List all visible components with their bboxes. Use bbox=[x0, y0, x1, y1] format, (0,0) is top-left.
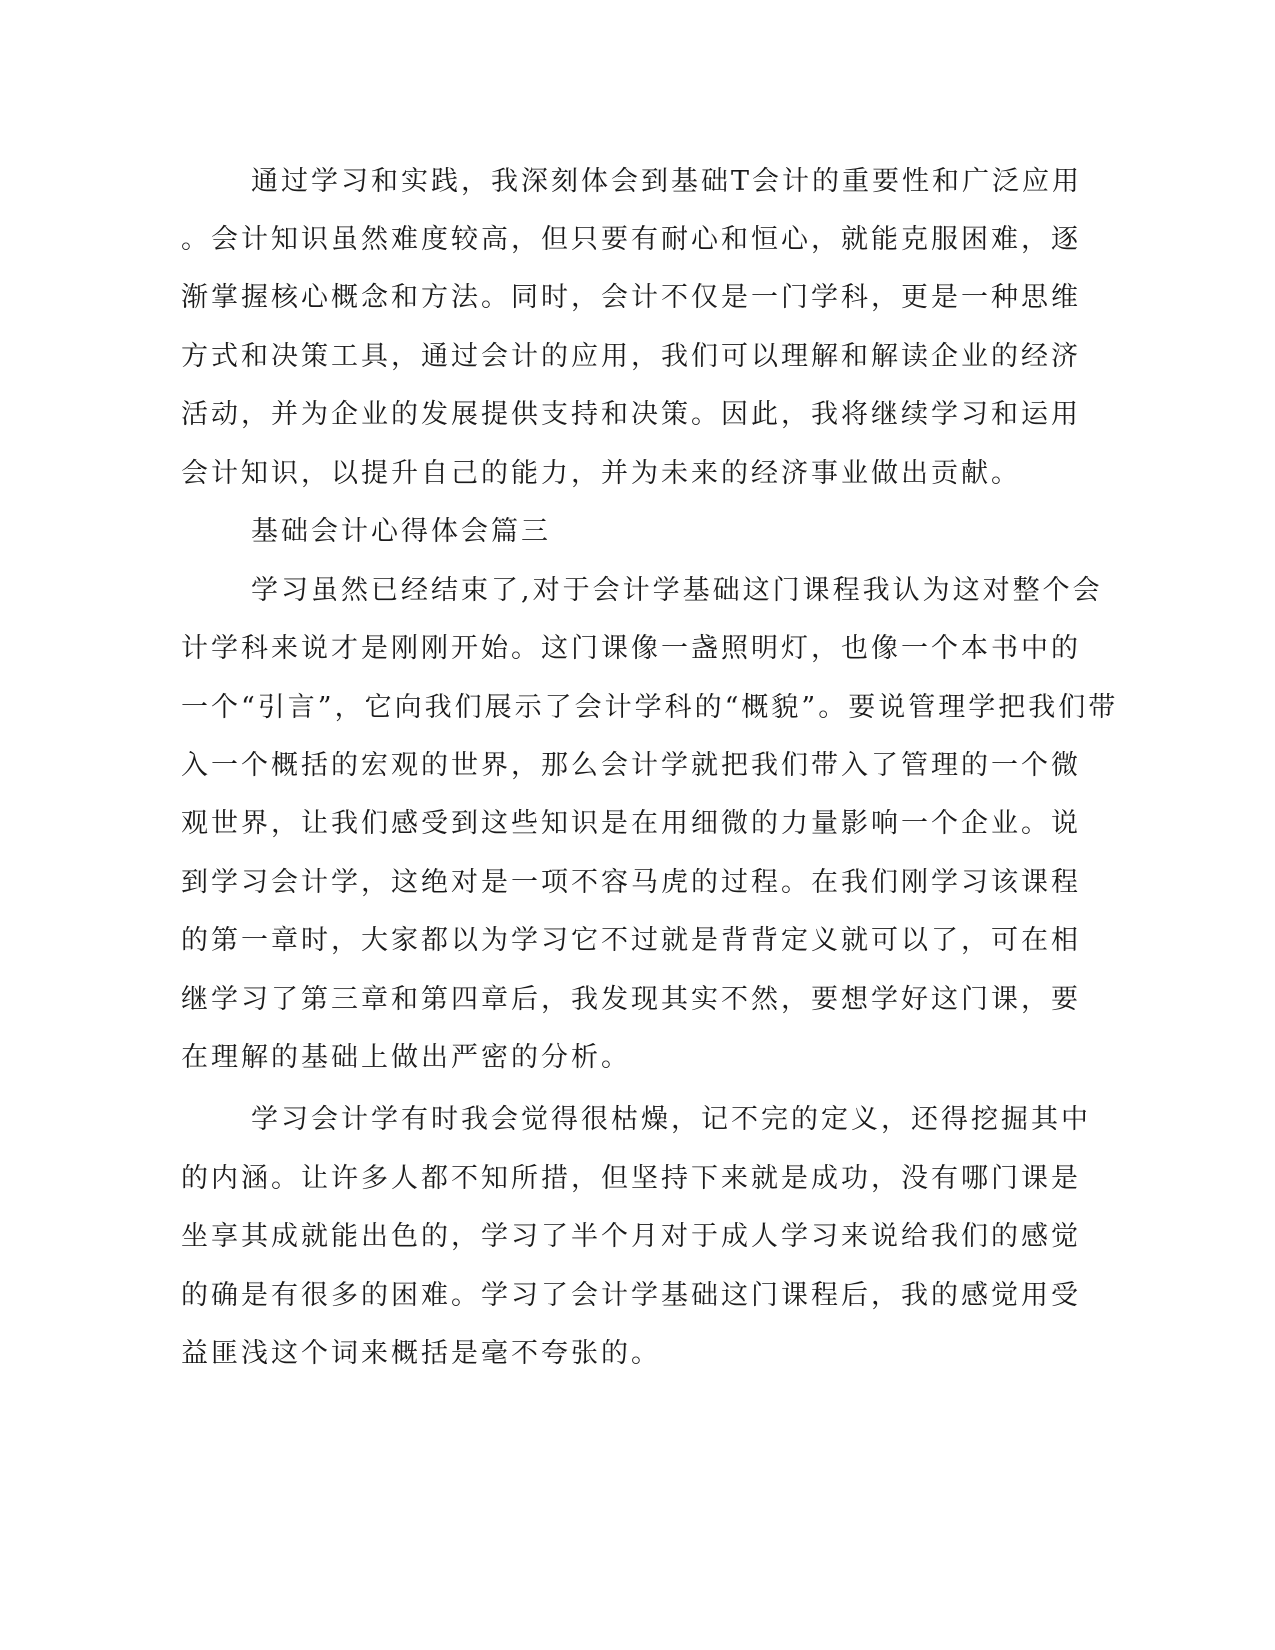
paragraph-line: 通过学习和实践，我深刻体会到基础T会计的重要性和广泛应用 bbox=[251, 166, 1083, 197]
paragraph-line: 一个“引言”，它向我们展示了会计学科的“概貌”。要说管理学把我们带 bbox=[181, 692, 1119, 723]
paragraph-line: 观世界，让我们感受到这些知识是在用细微的力量影响一个企业。说 bbox=[181, 808, 1081, 839]
paragraph-line: 活动，并为企业的发展提供支持和决策。因此，我将继续学习和运用 bbox=[181, 399, 1081, 430]
paragraph-line: 继学习了第三章和第四章后，我发现其实不然，要想学好这门课，要 bbox=[181, 984, 1081, 1015]
paragraph-line: 渐掌握核心概念和方法。同时，会计不仅是一门学科，更是一种思维 bbox=[181, 282, 1081, 313]
paragraph-line: 方式和决策工具，通过会计的应用，我们可以理解和解读企业的经济 bbox=[181, 341, 1081, 372]
paragraph-line: 。会计知识虽然难度较高，但只要有耐心和恒心，就能克服困难，逐 bbox=[181, 224, 1081, 255]
paragraph-line: 的确是有很多的困难。学习了会计学基础这门课程后，我的感觉用受 bbox=[181, 1280, 1081, 1311]
paragraph-line: 计学科来说才是刚刚开始。这门课像一盏照明灯，也像一个本书中的 bbox=[181, 633, 1081, 664]
paragraph-line: 益匪浅这个词来概括是毫不夸张的。 bbox=[181, 1338, 661, 1369]
paragraph-line: 学习虽然已经结束了,对于会计学基础这门课程我认为这对整个会 bbox=[251, 575, 1103, 606]
paragraph-line: 入一个概括的宏观的世界，那么会计学就把我们带入了管理的一个微 bbox=[181, 750, 1081, 781]
paragraph-line: 坐享其成就能出色的，学习了半个月对于成人学习来说给我们的感觉 bbox=[181, 1221, 1081, 1252]
paragraph-line: 在理解的基础上做出严密的分析。 bbox=[181, 1042, 631, 1073]
paragraph-line: 学习会计学有时我会觉得很枯燥，记不完的定义，还得挖掘其中 bbox=[251, 1104, 1091, 1135]
paragraph-line: 的内涵。让许多人都不知所措，但坚持下来就是成功，没有哪门课是 bbox=[181, 1163, 1081, 1194]
paragraph-line: 会计知识，以提升自己的能力，并为未来的经济事业做出贡献。 bbox=[181, 458, 1021, 489]
section-heading: 基础会计心得体会篇三 bbox=[251, 516, 551, 547]
paragraph-line: 的第一章时，大家都以为学习它不过就是背背定义就可以了，可在相 bbox=[181, 925, 1081, 956]
paragraph-line: 到学习会计学，这绝对是一项不容马虎的过程。在我们刚学习该课程 bbox=[181, 867, 1081, 898]
